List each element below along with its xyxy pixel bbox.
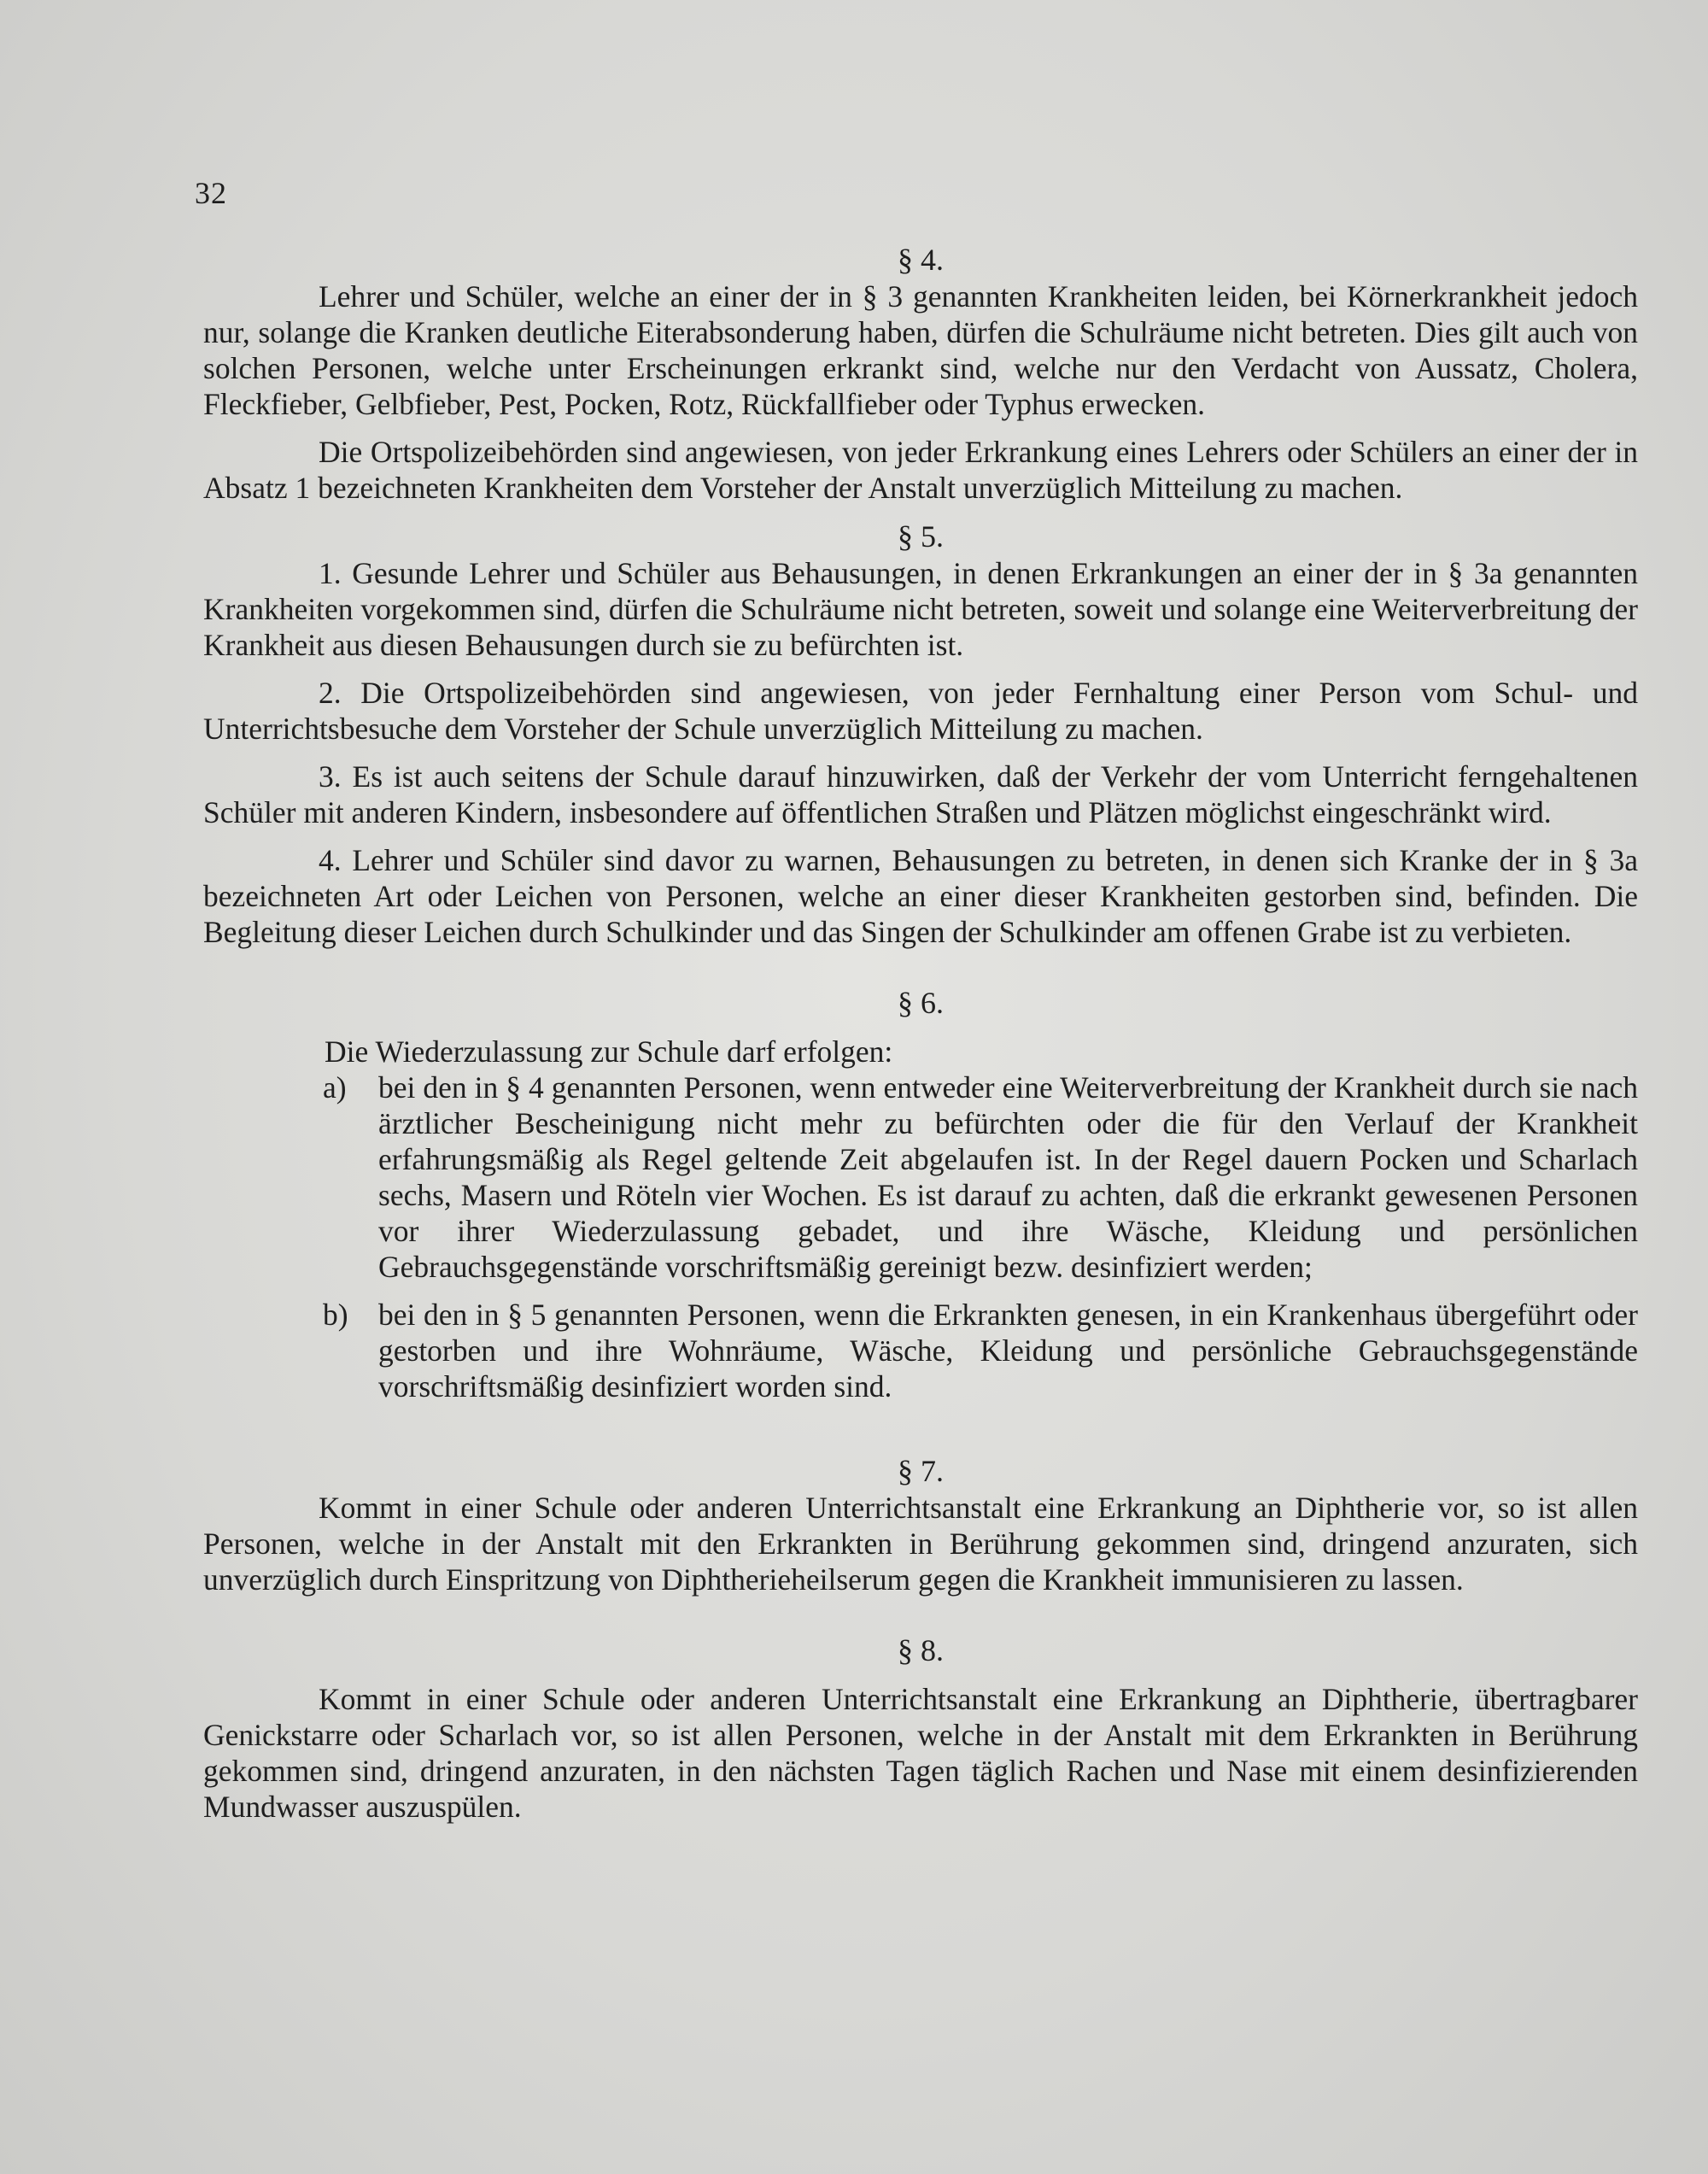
section-heading-8: § 8.: [898, 1633, 944, 1667]
section-heading-4: § 4.: [898, 243, 944, 277]
section-7-paragraph-1: Kommt in einer Schule oder anderen Unterrichtsanstalt eine Erkrankung an Diphtherie vor, so ist allen Personen, welche in der Anstalt mit den Erkrankten in Berührung gekommen sind, dringend anzuraten, sich unverzüglich durch Einspritzung von Diphtherieheilserum gegen die Krankheit immunisieren zu lassen.: [203, 1491, 1638, 1597]
item-b-label: b): [323, 1298, 348, 1332]
section-5-paragraph-1: 1. Gesunde Lehrer und Schüler aus Behausungen, in denen Erkrankungen an einer der in § 3a genannten Krankheiten vorgekommen sind, dürfen die Schulräume nicht betreten, soweit und solange eine Weiterverbreitung der Krankheit aus diesen Behausungen durch sie zu befürchten ist.: [203, 556, 1638, 662]
section-8-paragraph-1: Kommt in einer Schule oder anderen Unterrichtsanstalt eine Erkrankung an Diphtherie, übertragbarer Genickstarre oder Scharlach vor, so ist allen Personen, welche in der Anstalt mit dem Erkrankten in Berührung gekommen sind, dringend anzuraten, in den nächsten Tagen täglich Rachen und Nase mit einem desinfizierenden Mundwasser auszuspülen.: [203, 1682, 1638, 1824]
item-a-label: a): [323, 1070, 347, 1105]
section-4-paragraph-1: Lehrer und Schüler, welche an einer der in § 3 genannten Krankheiten leiden, bei Körnerkrankheit jedoch nur, solange die Kranken deutliche Eiterabsonderung haben, dürfen die Schulräume nicht betreten. Dies gilt auch von solchen Personen, welche unter Erscheinungen erkrankt sind, welche nur den Verdacht von Aussatz, Cholera, Fleckfieber, Gelbfieber, Pest, Pocken, Rotz, Rückfallfieber oder Typhus erwecken.: [203, 279, 1638, 421]
section-6-item-a: [203, 1069, 1638, 1285]
section-5-paragraph-4: 4. Lehrer und Schüler sind davor zu warnen, Behausungen zu betreten, in denen sich Kranke der in § 3a bezeichneten Art oder Leichen von Personen, welche an einer dieser Krankheiten gestorben sind, befinden. Die Begleitung dieser Leichen durch Schulkinder und das Singen der Schulkinder am offenen Grabe ist zu verbieten.: [203, 843, 1638, 949]
section-6-item-b: [203, 1297, 1638, 1404]
section-4-paragraph-2: Die Ortspolizeibehörden sind angewiesen, von jeder Erkrankung eines Lehrers oder Schülers an einer der in Absatz 1 bezeichneten Krankheiten dem Vorsteher der Anstalt unverzüglich Mitteilung zu machen.: [203, 435, 1638, 505]
section-6-intro: Die Wiederzulassung zur Schule darf erfolgen:: [325, 1034, 893, 1069]
section-heading-7: § 7.: [898, 1454, 944, 1488]
page-number: 32: [195, 176, 227, 210]
section-5-paragraph-3: 3. Es ist auch seitens der Schule darauf hinzuwirken, daß der Verkehr der vom Unterricht ferngehaltenen Schüler mit anderen Kindern, insbesondere auf öffentlichen Straßen und Plätzen möglichst eingeschränkt wird.: [203, 759, 1638, 829]
section-heading-6: § 6.: [898, 986, 944, 1020]
body-text: [203, 241, 1638, 1825]
section-5-paragraph-2: 2. Die Ortspolizeibehörden sind angewiesen, von jeder Fernhaltung einer Person vom Schul- und Unterrichtsbesuche dem Vorsteher der Schule unverzüglich Mitteilung zu machen.: [203, 676, 1638, 746]
item-a-text: bei den in § 4 genannten Personen, wenn entweder eine Weiterverbreitung der Krankheit durch sie nach ärztlicher Bescheinigung nicht mehr zu befürchten oder die für den Verlauf der Krankheit erfahrungsmäßig als Regel geltende Zeit abgelaufen ist. In der Regel dauern Pocken und Scharlach sechs, Masern und Röteln vier Wochen. Es ist darauf zu achten, daß die erkrankt gewesenen Personen vor ihrer Wiederzulassung gebadet, und ihre Wäsche, Kleidung und persönlichen Gebrauchsgegenstände vorschriftsmäßig gereinigt bezw. desinfiziert werden;: [378, 1070, 1638, 1284]
item-b-text: bei den in § 5 genannten Personen, wenn die Erkrankten genesen, in ein Krankenhaus übergeführt oder gestorben und ihre Wohnräume, Wäsche, Kleidung und persönliche Gebrauchsgegenstände vorschriftsmäßig desinfiziert worden sind.: [378, 1298, 1638, 1403]
section-heading-5: § 5.: [898, 519, 944, 554]
